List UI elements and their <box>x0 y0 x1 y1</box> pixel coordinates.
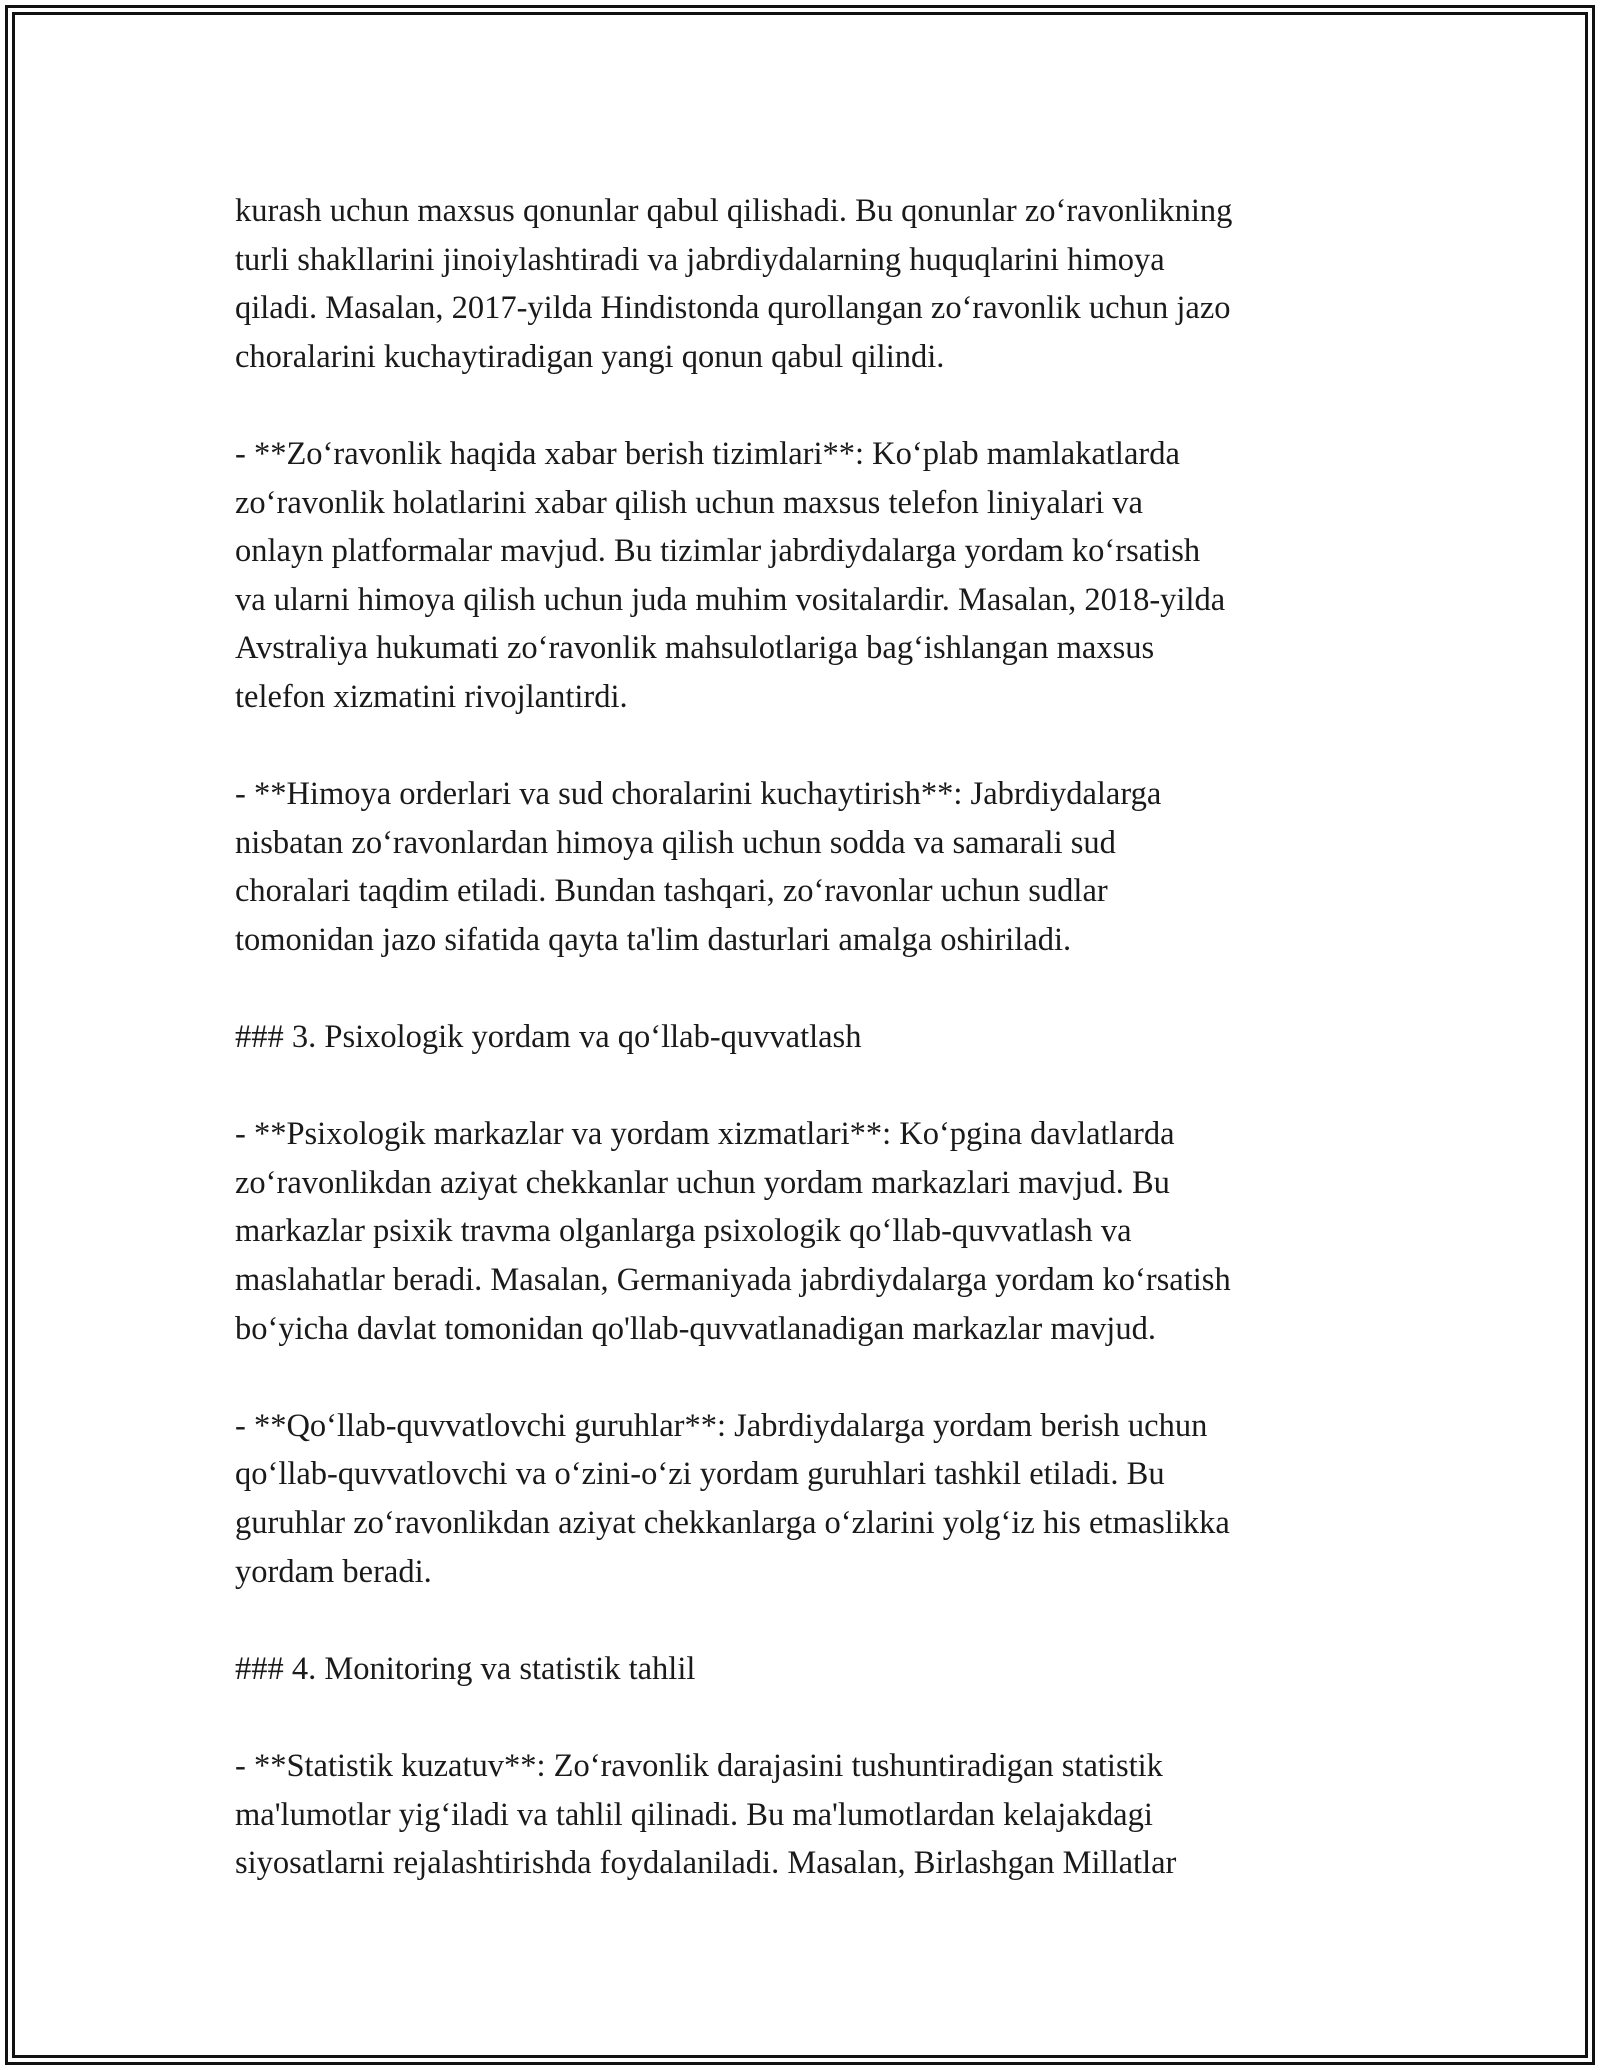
text-line: - **Himoya orderlari va sud choralarini kuchaytirish**: Jabrdiydalarga <box>235 776 1162 813</box>
text-line: telefon xizmatini rivojlantirdi. <box>235 678 628 715</box>
text-line: tomonidan jazo sifatida qayta ta'lim dasturlari amalga oshiriladi. <box>235 921 1072 958</box>
text-line: guruhlar zo‘ravonlikdan aziyat chekkanlarga o‘zlarini yolg‘iz his etmaslikka <box>235 1505 1230 1542</box>
text-line: Avstraliya hukumati zo‘ravonlik mahsulotlariga bag‘ishlangan maxsus <box>235 630 1155 667</box>
paragraph-legislation-continued <box>235 187 1375 381</box>
text-line: - **Qo‘llab-quvvatlovchi guruhlar**: Jabrdiydalarga yordam berish uchun <box>235 1407 1208 1444</box>
text-line: choralarini kuchaytiradigan yangi qonun qabul qilindi. <box>235 338 945 375</box>
text-line: qo‘llab-quvvatlovchi va o‘zini-o‘zi yordam guruhlari tashkil etiladi. Bu <box>235 1456 1165 1493</box>
text-line: markazlar psixik travma olganlarga psixologik qo‘llab-quvvatlash va <box>235 1213 1132 1250</box>
text-line: bo‘yicha davlat tomonidan qo'llab-quvvatlanadigan markazlar mavjud. <box>235 1310 1156 1347</box>
text-line: maslahatlar beradi. Masalan, Germaniyada jabrdiydalarga yordam ko‘rsatish <box>235 1262 1231 1299</box>
bullet-statistical-monitoring <box>235 1742 1375 1888</box>
bullet-protection-orders <box>235 770 1375 964</box>
document-body <box>235 187 1375 1936</box>
bullet-psychological-centers <box>235 1110 1375 1353</box>
text-line: turli shakllarini jinoiylashtiradi va jabrdiydalarning huquqlarini himoya <box>235 241 1165 278</box>
bullet-support-groups <box>235 1402 1375 1596</box>
heading-text: ### 3. Psixologik yordam va qo‘llab-quvvatlash <box>235 1019 862 1056</box>
section-heading-3 <box>235 1013 1375 1062</box>
text-line: nisbatan zo‘ravonlardan himoya qilish uchun sodda va samarali sud <box>235 824 1116 861</box>
text-line: - **Zo‘ravonlik haqida xabar berish tizimlari**: Ko‘plab mamlakatlarda <box>235 435 1180 472</box>
bullet-reporting-systems <box>235 430 1375 722</box>
text-line: - **Psixologik markazlar va yordam xizmatlari**: Ko‘pgina davlatlarda <box>235 1116 1175 1153</box>
heading-text: ### 4. Monitoring va statistik tahlil <box>235 1650 696 1687</box>
text-line: qiladi. Masalan, 2017-yilda Hindistonda qurollangan zo‘ravonlik uchun jazo <box>235 290 1231 327</box>
text-line: siyosatlarni rejalashtirishda foydalaniladi. Masalan, Birlashgan Millatlar <box>235 1845 1177 1882</box>
text-line: choralari taqdim etiladi. Bundan tashqari, zo‘ravonlar uchun sudlar <box>235 873 1108 910</box>
text-line: zo‘ravonlik holatlarini xabar qilish uchun maxsus telefon liniyalari va <box>235 484 1143 521</box>
text-line: - **Statistik kuzatuv**: Zo‘ravonlik darajasini tushuntiradigan statistik <box>235 1748 1163 1784</box>
text-line: zo‘ravonlikdan aziyat chekkanlar uchun yordam markazlari mavjud. Bu <box>235 1164 1170 1201</box>
text-line: va ularni himoya qilish uchun juda muhim vositalardir. Masalan, 2018-yilda <box>235 581 1226 618</box>
text-line: onlayn platformalar mavjud. Bu tizimlar jabrdiydalarga yordam ko‘rsatish <box>235 533 1201 570</box>
section-heading-4 <box>235 1645 1375 1694</box>
text-line: yordam beradi. <box>235 1553 432 1590</box>
text-line: kurash uchun maxsus qonunlar qabul qilishadi. Bu qonunlar zo‘ravonlikning <box>235 193 1233 229</box>
text-line: ma'lumotlar yig‘iladi va tahlil qilinadi. Bu ma'lumotlardan kelajakdagi <box>235 1796 1153 1833</box>
